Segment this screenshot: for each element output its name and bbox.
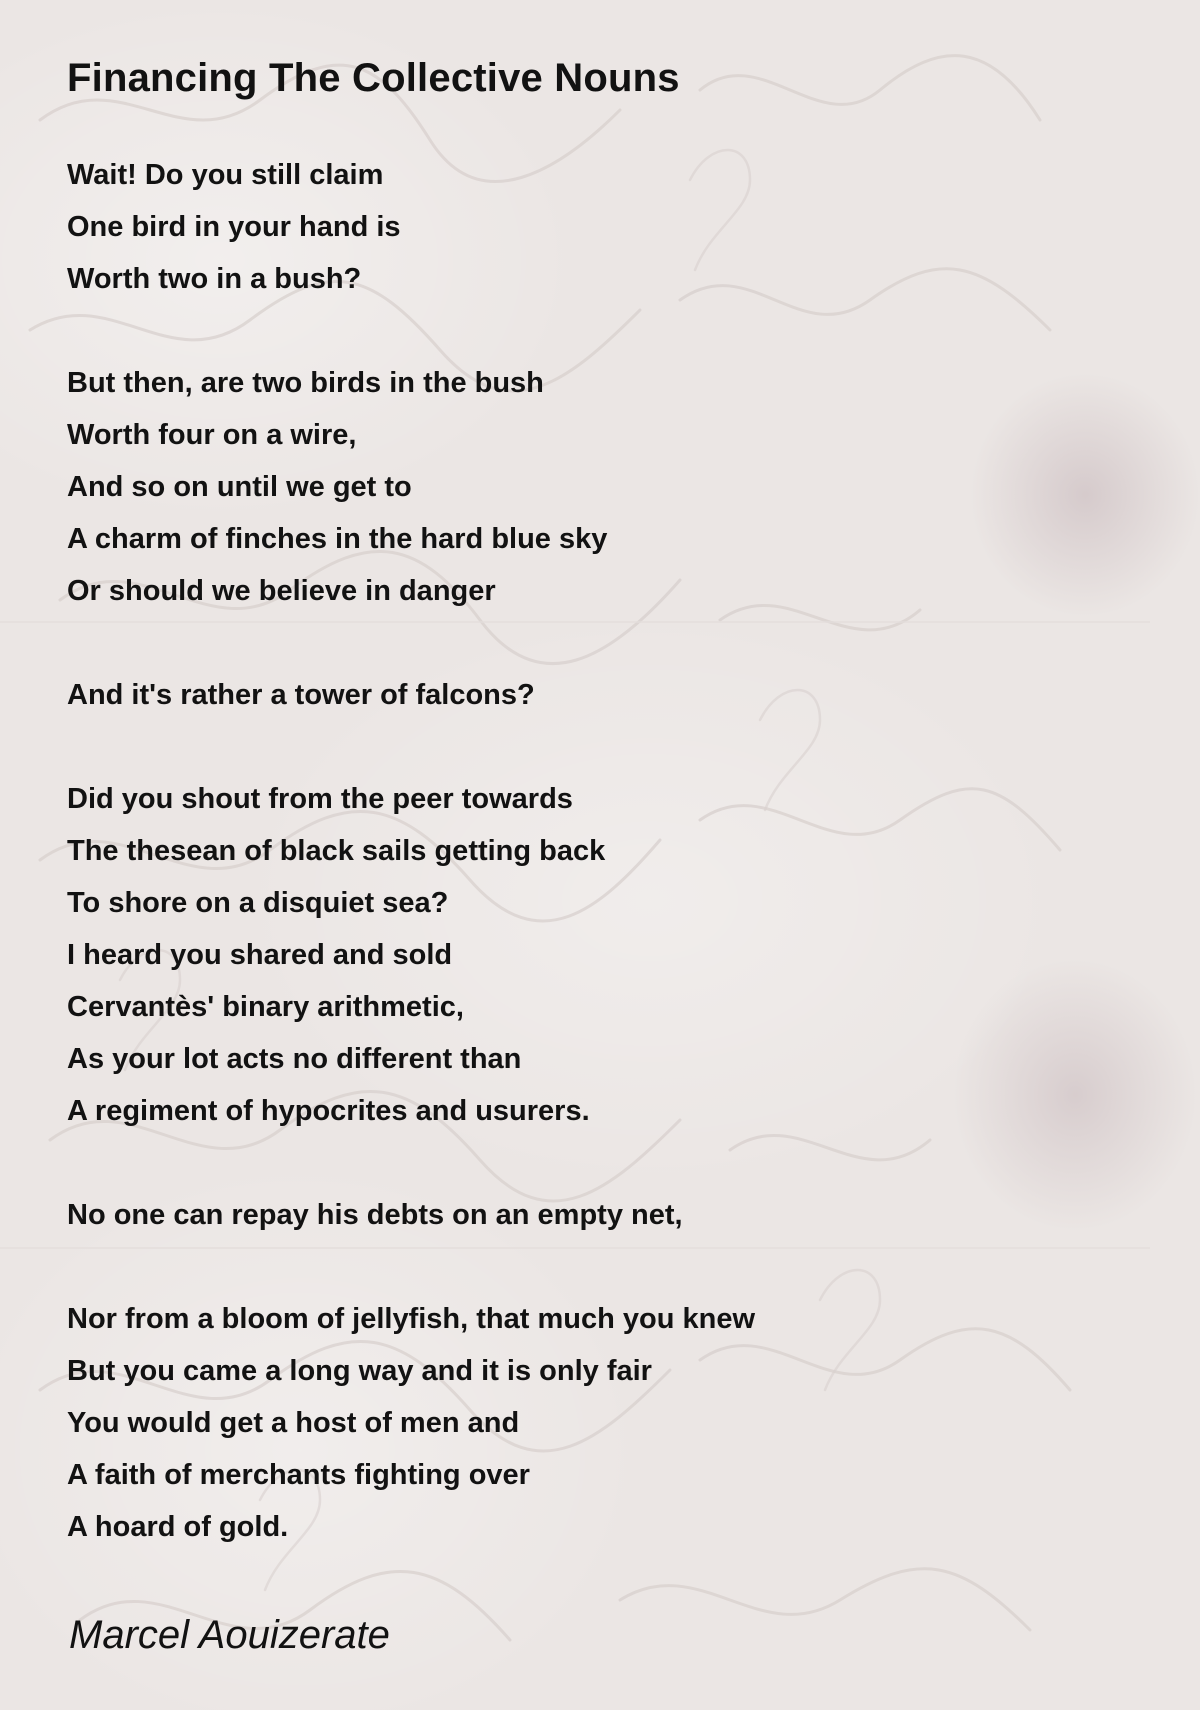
poem-line: The thesean of black sails getting back (67, 835, 606, 867)
poem-line: Wait! Do you still claim (67, 159, 384, 191)
stanza (67, 1189, 1127, 1241)
poem-line: And it's rather a tower of falcons? (67, 679, 535, 711)
stanza (67, 149, 1127, 305)
poem-line: Worth four on a wire, (67, 419, 357, 451)
poem-line: A charm of finches in the hard blue sky (67, 523, 608, 555)
poem-line: Cervantès' binary arithmetic, (67, 991, 464, 1023)
poem-line: No one can repay his debts on an empty net, (67, 1199, 683, 1231)
poem-line: I heard you shared and sold (67, 939, 453, 971)
stanza (67, 773, 1127, 1137)
poem-line: A faith of merchants fighting over (67, 1459, 530, 1491)
poem-line: Nor from a bloom of jellyfish, that much you knew (67, 1303, 756, 1335)
stanza-gap (67, 1241, 1127, 1293)
poem-line: Or should we believe in danger (67, 575, 496, 607)
poem-line: Worth two in a bush? (67, 263, 362, 295)
poem-line: A hoard of gold. (67, 1511, 289, 1543)
stanza (67, 357, 1127, 617)
poem-line: You would get a host of men and (67, 1407, 520, 1439)
poem-line: Did you shout from the peer towards (67, 783, 573, 815)
stanza-gap (67, 617, 1127, 669)
poem-line: One bird in your hand is (67, 211, 401, 243)
stanza-gap (67, 721, 1127, 773)
poem-author: Marcel Aouizerate (69, 1613, 390, 1657)
stanza-gap (67, 1137, 1127, 1189)
poem-body (67, 149, 1127, 1553)
poem-line: To shore on a disquiet sea? (67, 887, 449, 919)
poem-line: And so on until we get to (67, 471, 412, 503)
stanza (67, 1293, 1127, 1553)
poem-line: As your lot acts no different than (67, 1043, 522, 1075)
stanza (67, 669, 1127, 721)
poem-title: Financing The Collective Nouns (67, 56, 680, 100)
poem-line: A regiment of hypocrites and usurers. (67, 1095, 590, 1127)
stanza-gap (67, 305, 1127, 357)
poem-line: But then, are two birds in the bush (67, 367, 544, 399)
poem-line: But you came a long way and it is only fair (67, 1355, 652, 1387)
